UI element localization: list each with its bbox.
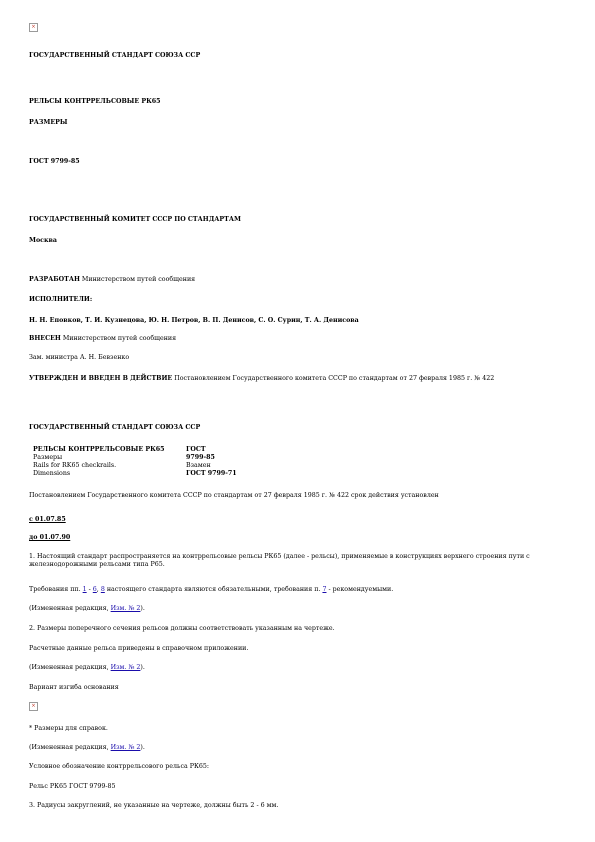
table-cell: Взамен	[186, 462, 211, 469]
decree-text: Постановлением Государственного комитета СССР по стандартам от 27 февраля 1985 г. № 422 срок действия установлен	[29, 492, 439, 499]
amendment-suffix: ).	[140, 605, 145, 612]
table-row	[33, 470, 237, 478]
table-cell: РЕЛЬСЫ КОНТРРЕЛЬСОВЫЕ РК65	[33, 446, 165, 453]
link-clause-6[interactable]: 6	[92, 586, 97, 593]
table-row	[33, 462, 237, 470]
introduced-label: ВНЕСЕН	[29, 335, 61, 342]
requirements-suffix: - рекомендуемыми.	[326, 586, 394, 593]
paragraph-3: 3. Радиусы закруглений, не указанные на чертеже, должны быть 2 - 6 мм.	[29, 802, 279, 809]
table-cell: 9799-85	[186, 454, 215, 461]
developed-by	[29, 276, 575, 284]
amendment-link[interactable]: Изм. № 2	[110, 605, 141, 612]
approved-text: Постановлением Государственного комитета СССР по стандартам от 27 февраля 1985 г. № 422	[174, 375, 495, 382]
paragraph-1: 1. Настоящий стандарт распространяется на контррельсовые рельсы РК65 (далее - рельсы), применяемые в конструкциях верхнего строения пути с железнодорожными рельсами типа Р65.	[29, 553, 530, 568]
broken-image-icon: ×	[29, 702, 38, 711]
amendment-prefix: (Измененная редакция,	[29, 744, 109, 751]
link-clause-1[interactable]: 1	[82, 586, 87, 593]
executors-label: ИСПОЛНИТЕЛИ:	[29, 296, 93, 303]
requirements-prefix: Требования пп.	[29, 586, 81, 593]
city: Москва	[29, 237, 58, 244]
date-from: с 01.07.85	[29, 516, 66, 523]
table-cell: Размеры	[33, 454, 63, 461]
amendment-note	[29, 605, 575, 613]
executors-list: Н. Н. Еповков, Т. И. Кузнецова, Ю. Н. Петров, В. П. Денисов, С. О. Сурин, Т. А. Денисова	[29, 317, 359, 324]
link-clause-7[interactable]: 7	[322, 586, 327, 593]
date-to: до 01.07.90	[29, 534, 71, 541]
table-cell: ГОСТ	[186, 446, 206, 453]
amendment-prefix: (Измененная редакция,	[29, 605, 109, 612]
developed-text: Министерством путей сообщения	[81, 276, 196, 283]
gost-number: ГОСТ 9799-85	[29, 158, 80, 165]
calc-data-note: Расчетные данные рельса приведены в справочном приложении.	[29, 645, 249, 652]
link-clause-8[interactable]: 8	[100, 586, 105, 593]
introduced-text: Министерством путей сообщения	[62, 335, 177, 342]
header-organization-2: ГОСУДАРСТВЕННЫЙ СТАНДАРТ СОЮЗА ССР	[29, 424, 201, 431]
document-subtitle: РАЗМЕРЫ	[29, 119, 68, 126]
table-cell: ГОСТ 9799-71	[186, 470, 237, 477]
approved-label: УТВЕРЖДЕН И ВВЕДЕН В ДЕЙСТВИЕ	[29, 375, 173, 382]
amendment-link[interactable]: Изм. № 2	[110, 744, 141, 751]
deputy-minister: Зам. министра А. Н. Бевзенко	[29, 354, 130, 361]
table-row	[33, 454, 237, 462]
bend-variant-caption: Вариант изгиба основания	[29, 684, 119, 691]
rail-symbol: Рельс РК65 ГОСТ 9799-85	[29, 783, 116, 790]
paragraph-2: 2. Размеры поперечного сечения рельсов должны соответствовать указанным на чертеже.	[29, 625, 335, 632]
committee-name: ГОСУДАРСТВЕННЫЙ КОМИТЕТ СССР ПО СТАНДАРТАМ	[29, 216, 241, 223]
requirements-separator: ,	[96, 586, 101, 593]
broken-image-icon: ×	[29, 23, 38, 32]
amendment-note	[29, 664, 575, 672]
developed-label: РАЗРАБОТАН	[29, 276, 80, 283]
amendment-prefix: (Измененная редакция,	[29, 664, 109, 671]
introduced-by	[29, 335, 575, 343]
approved-by	[29, 375, 549, 383]
requirements-separator: -	[86, 586, 93, 593]
header-organization: ГОСУДАРСТВЕННЫЙ СТАНДАРТ СОЮЗА ССР	[29, 52, 201, 59]
standard-header-table	[33, 446, 237, 478]
requirements-middle: настоящего стандарта являются обязательными, требования п.	[104, 586, 321, 593]
requirements-paragraph	[29, 586, 575, 594]
table-row	[33, 446, 237, 454]
table-cell: Dimensions	[33, 470, 71, 477]
symbol-example-intro: Условное обозначение контррельсового рельса РК65:	[29, 763, 209, 770]
table-cell: Rails for RK65 checkrails.	[33, 462, 117, 469]
document-title: РЕЛЬСЫ КОНТРРЕЛЬСОВЫЕ РК65	[29, 98, 161, 105]
amendment-suffix: ).	[140, 744, 145, 751]
amendment-link[interactable]: Изм. № 2	[110, 664, 141, 671]
amendment-note	[29, 744, 575, 752]
reference-dims-note: * Размеры для справок.	[29, 725, 108, 732]
amendment-suffix: ).	[140, 664, 145, 671]
